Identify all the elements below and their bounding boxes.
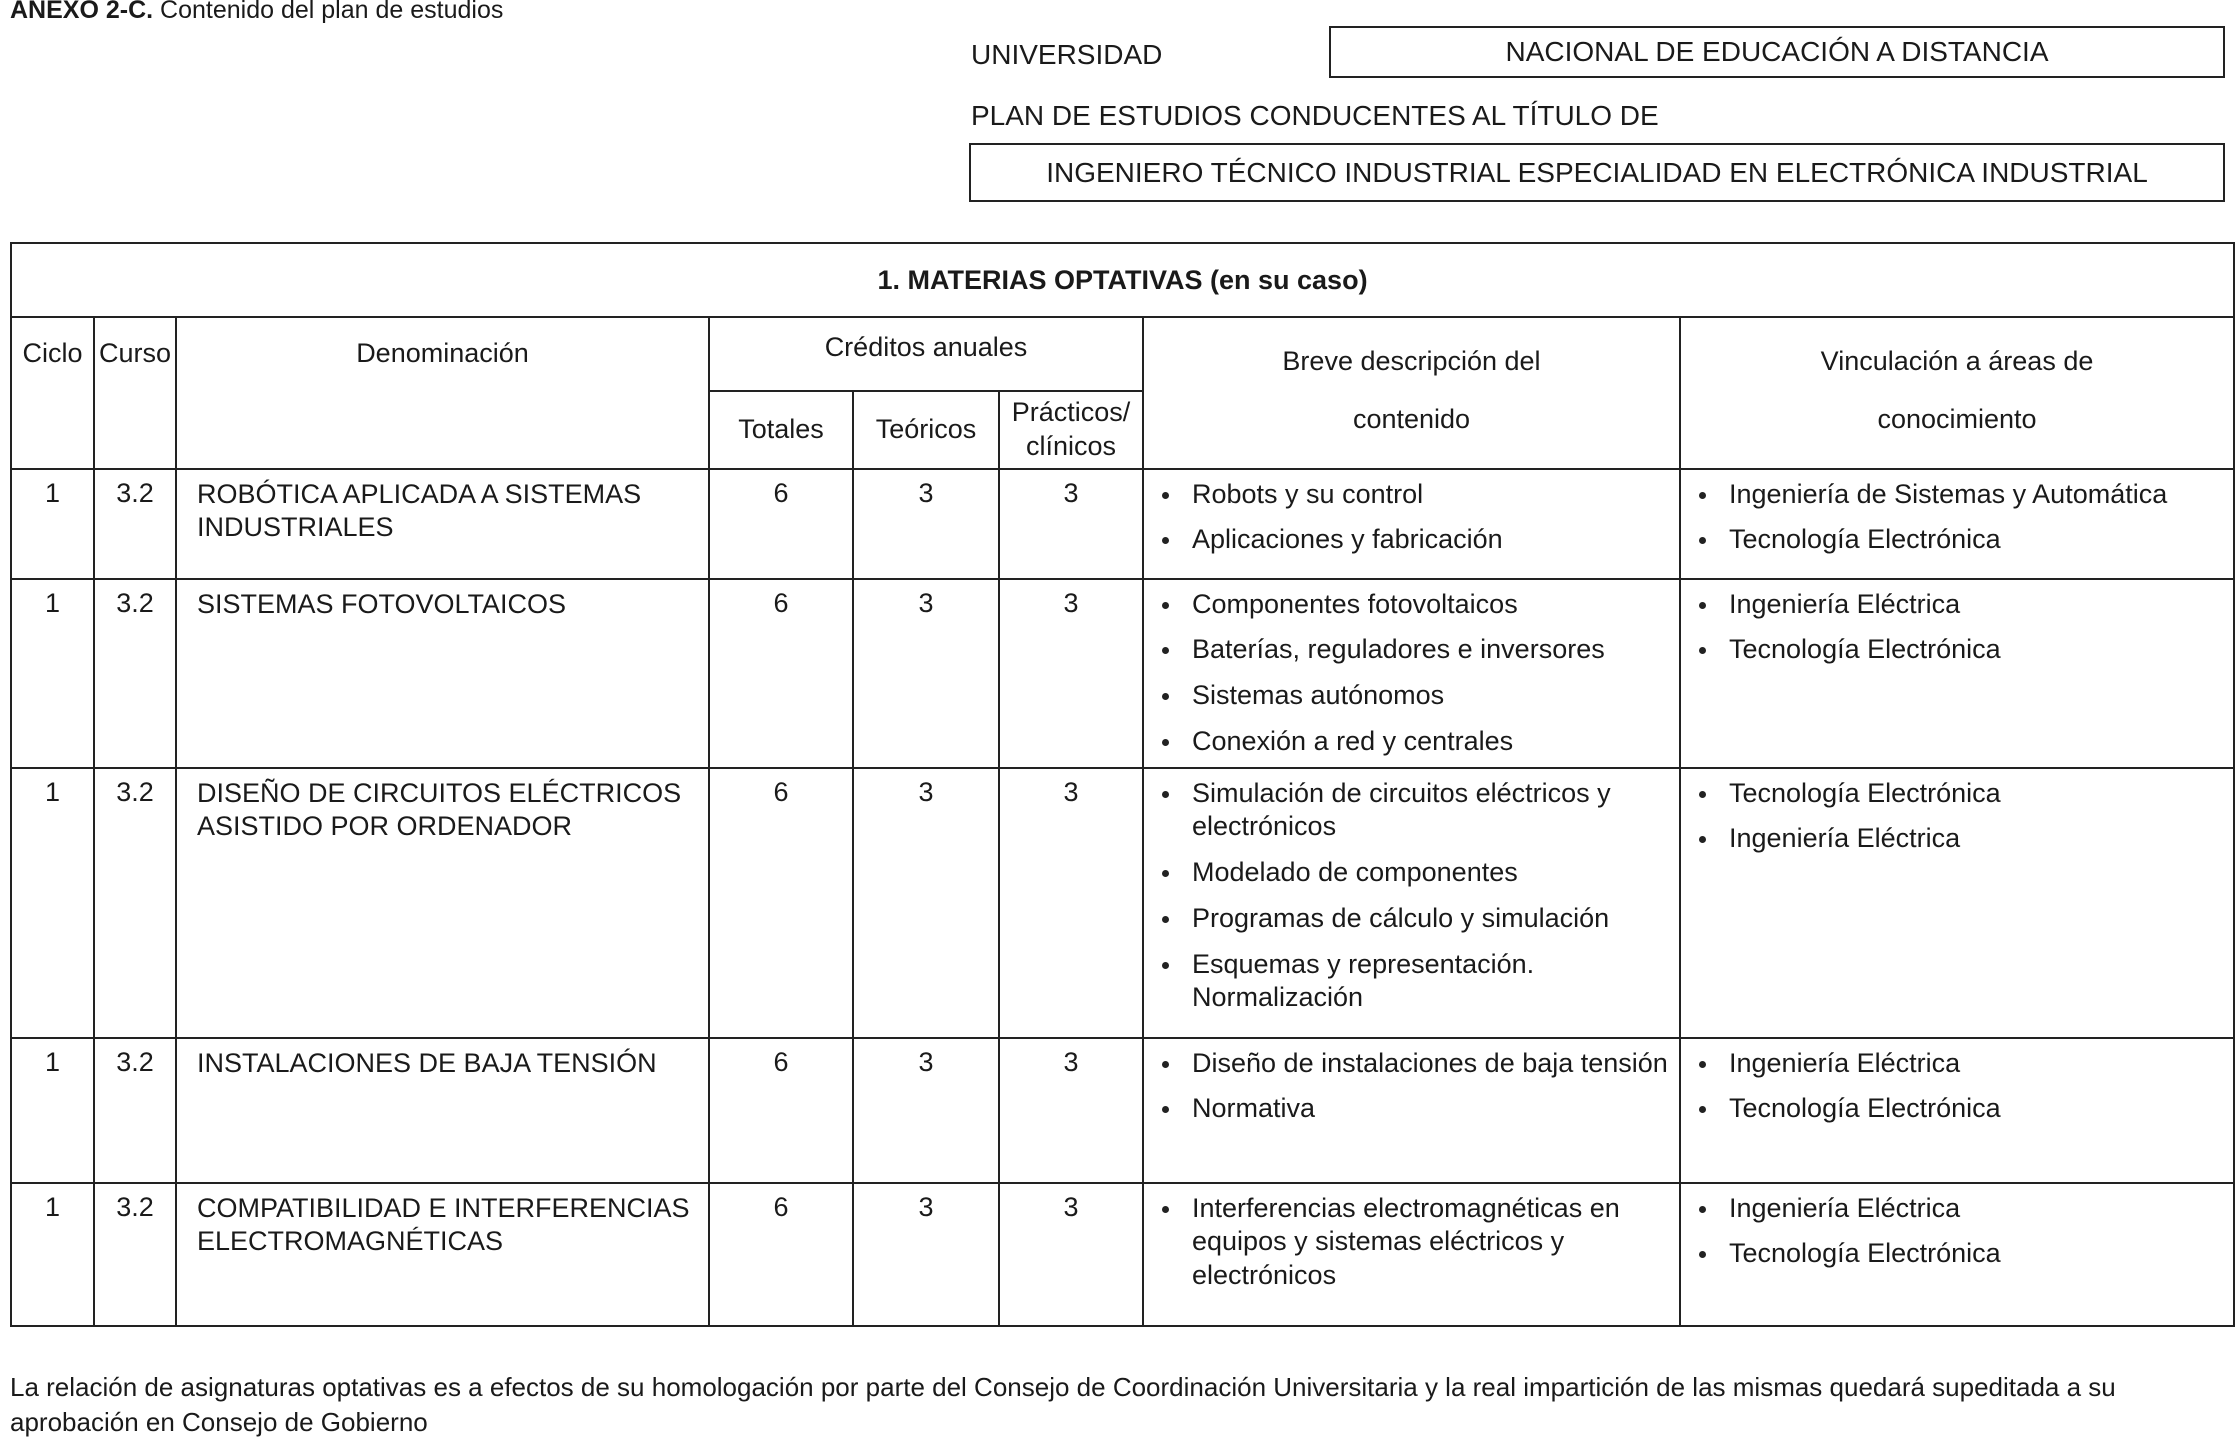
cell-descripcion xyxy=(1143,1038,1680,1183)
cell-practicos: 3 xyxy=(999,1038,1143,1183)
area-item: Ingeniería de Sistemas y Automática xyxy=(1691,478,2223,512)
cell-practicos: 3 xyxy=(999,469,1143,579)
titulo-value: INGENIERO TÉCNICO INDUSTRIAL ESPECIALIDAD EN ELECTRÓNICA INDUSTRIAL xyxy=(969,143,2225,202)
descripcion-item: Interferencias electromagnéticas en equipos y sistemas eléctricos y electrónicos xyxy=(1154,1192,1669,1293)
descripcion-item: Normativa xyxy=(1154,1092,1669,1126)
cell-ciclo: 1 xyxy=(11,1038,94,1183)
cell-curso: 3.2 xyxy=(94,469,176,579)
cell-totales: 6 xyxy=(709,1183,853,1326)
area-item: Ingeniería Eléctrica xyxy=(1691,1047,2223,1081)
materias-optativas-table xyxy=(10,242,2235,1327)
cell-descripcion xyxy=(1143,1183,1680,1326)
cell-curso: 3.2 xyxy=(94,579,176,768)
cell-denominacion: COMPATIBILIDAD E INTERFERENCIAS ELECTROMAGNÉTICAS xyxy=(176,1183,709,1326)
header-curso: Curso xyxy=(94,317,176,469)
descripcion-item: Sistemas autónomos xyxy=(1154,679,1669,713)
cell-descripcion xyxy=(1143,579,1680,768)
table-row xyxy=(11,579,2234,768)
descripcion-item: Componentes fotovoltaicos xyxy=(1154,588,1669,622)
cell-teoricos: 3 xyxy=(853,1038,999,1183)
cell-curso: 3.2 xyxy=(94,768,176,1038)
table-row xyxy=(11,1183,2234,1326)
cell-totales: 6 xyxy=(709,579,853,768)
annex-number: ANEXO 2-C. xyxy=(10,0,154,24)
descripcion-item: Aplicaciones y fabricación xyxy=(1154,523,1669,557)
header-creditos-anuales: Créditos anuales xyxy=(709,317,1143,391)
cell-ciclo: 1 xyxy=(11,469,94,579)
area-item: Tecnología Electrónica xyxy=(1691,1092,2223,1126)
area-item: Tecnología Electrónica xyxy=(1691,1237,2223,1271)
header-practicos: Prácticos/ clínicos xyxy=(999,391,1143,469)
header-ciclo: Ciclo xyxy=(11,317,94,469)
cell-teoricos: 3 xyxy=(853,768,999,1038)
descripcion-item: Conexión a red y centrales xyxy=(1154,725,1669,759)
cell-practicos: 3 xyxy=(999,1183,1143,1326)
table-row xyxy=(11,768,2234,1038)
cell-areas xyxy=(1680,768,2234,1038)
area-item: Tecnología Electrónica xyxy=(1691,523,2223,557)
cell-teoricos: 3 xyxy=(853,579,999,768)
cell-ciclo: 1 xyxy=(11,1183,94,1326)
cell-denominacion: DISEÑO DE CIRCUITOS ELÉCTRICOS ASISTIDO POR ORDENADOR xyxy=(176,768,709,1038)
cell-curso: 3.2 xyxy=(94,1038,176,1183)
cell-ciclo: 1 xyxy=(11,579,94,768)
descripcion-item: Esquemas y representación. Normalización xyxy=(1154,948,1669,1016)
area-item: Tecnología Electrónica xyxy=(1691,777,2223,811)
cell-denominacion: ROBÓTICA APLICADA A SISTEMAS INDUSTRIALES xyxy=(176,469,709,579)
descripcion-item: Baterías, reguladores e inversores xyxy=(1154,633,1669,667)
descripcion-item: Diseño de instalaciones de baja tensión xyxy=(1154,1047,1669,1081)
universidad-label: UNIVERSIDAD xyxy=(971,39,1163,70)
cell-practicos: 3 xyxy=(999,579,1143,768)
header-descripcion: Breve descripción del contenido xyxy=(1143,317,1680,469)
descripcion-item: Modelado de componentes xyxy=(1154,856,1669,890)
cell-areas xyxy=(1680,1038,2234,1183)
cell-totales: 6 xyxy=(709,1038,853,1183)
cell-areas xyxy=(1680,469,2234,579)
cell-teoricos: 3 xyxy=(853,1183,999,1326)
descripcion-item: Robots y su control xyxy=(1154,478,1669,512)
section-title: 1. MATERIAS OPTATIVAS (en su caso) xyxy=(11,243,2234,317)
cell-ciclo: 1 xyxy=(11,768,94,1038)
area-item: Ingeniería Eléctrica xyxy=(1691,822,2223,856)
cell-descripcion xyxy=(1143,469,1680,579)
header-vinculacion: Vinculación a áreas de conocimiento xyxy=(1680,317,2234,469)
cell-totales: 6 xyxy=(709,469,853,579)
descripcion-item: Simulación de circuitos eléctricos y electrónicos xyxy=(1154,777,1669,845)
cell-areas xyxy=(1680,1183,2234,1326)
area-item: Ingeniería Eléctrica xyxy=(1691,1192,2223,1226)
cell-denominacion: SISTEMAS FOTOVOLTAICOS xyxy=(176,579,709,768)
cell-practicos: 3 xyxy=(999,768,1143,1038)
annex-title xyxy=(10,0,503,25)
cell-totales: 6 xyxy=(709,768,853,1038)
footnote: La relación de asignaturas optativas es a efectos de su homologación por parte del Consejo de Coordinación Universitaria y la real impartición de las mismas quedará supeditada a su aprobación en Consejo de Gobierno xyxy=(10,1372,2116,1438)
cell-teoricos: 3 xyxy=(853,469,999,579)
table-row xyxy=(11,1038,2234,1183)
cell-descripcion xyxy=(1143,768,1680,1038)
descripcion-item: Programas de cálculo y simulación xyxy=(1154,902,1669,936)
annex-subtitle: Contenido del plan de estudios xyxy=(153,0,504,24)
universidad-value: NACIONAL DE EDUCACIÓN A DISTANCIA xyxy=(1329,26,2225,78)
table-row xyxy=(11,469,2234,579)
header-teoricos: Teóricos xyxy=(853,391,999,469)
area-item: Tecnología Electrónica xyxy=(1691,633,2223,667)
plan-label: PLAN DE ESTUDIOS CONDUCENTES AL TÍTULO DE xyxy=(971,100,1659,131)
cell-areas xyxy=(1680,579,2234,768)
cell-denominacion: INSTALACIONES DE BAJA TENSIÓN xyxy=(176,1038,709,1183)
cell-curso: 3.2 xyxy=(94,1183,176,1326)
header-totales: Totales xyxy=(709,391,853,469)
header-denominacion: Denominación xyxy=(176,317,709,469)
area-item: Ingeniería Eléctrica xyxy=(1691,588,2223,622)
